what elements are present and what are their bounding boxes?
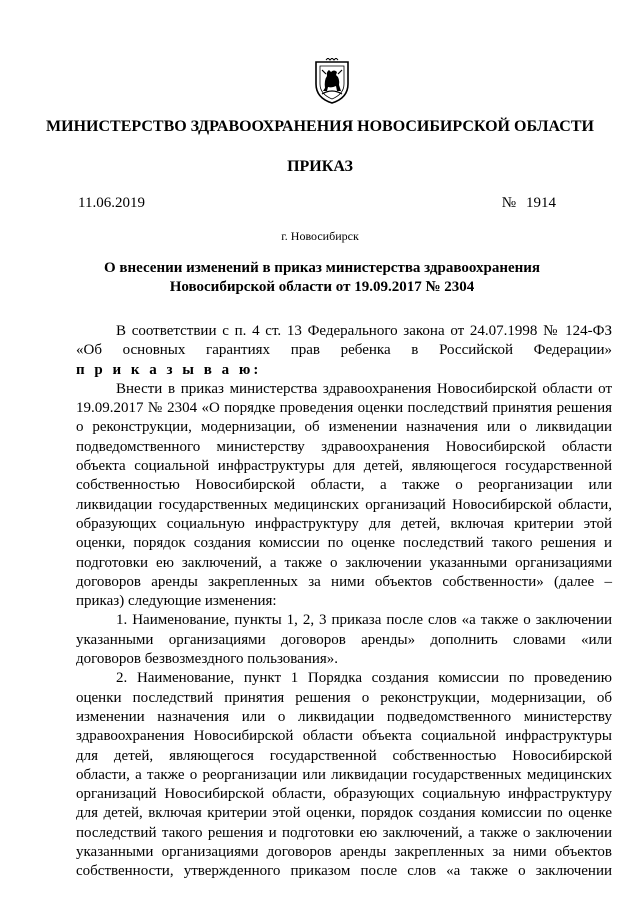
order-title	[80, 259, 564, 297]
body-line: организаций Новосибирской области, образующих социальную инфраструктуру	[76, 786, 612, 803]
body-line: о реконструкции, модернизации, об изменении назначения или о ликвидации	[76, 419, 612, 436]
body-line: оценки последствий принятия решения о реконструкции, модернизации, об	[76, 689, 612, 706]
coat-of-arms-emblem	[314, 58, 350, 104]
body-line: «Об основных гарантиях прав ребенка в Российской Федерации»	[76, 342, 612, 359]
body-line: подведомственного министерству здравоохранения Новосибирской области	[76, 438, 612, 455]
ministry-name: МИНИСТЕРСТВО ЗДРАВООХРАНЕНИЯ НОВОСИБИРСКОЙ ОБЛАСТИ	[46, 118, 594, 135]
body-line: Внести в приказ министерства здравоохранения Новосибирской области от	[116, 380, 612, 397]
body-line: приказ) следующие изменения:	[76, 593, 277, 610]
number-value: 1914	[526, 195, 556, 211]
document-type: ПРИКАЗ	[287, 158, 353, 175]
body-line: для детей, являющегося государственной собственностью Новосибирской	[76, 747, 612, 764]
body-line: 1. Наименование, пункты 1, 2, 3 приказа после слов «а также о заключении	[116, 612, 612, 629]
body-line: объекта социальной инфраструктуры для детей, являющегося государственной	[76, 458, 612, 475]
body-line: образующих социальную инфраструктуру для детей, включая критерии этой	[76, 515, 612, 532]
body-line: В соответствии с п. 4 ст. 13 Федерального закона от 24.07.1998 № 124-ФЗ	[116, 323, 612, 339]
body-line: указанными организациями договоров аренды закрепленных за ними объектов	[76, 844, 612, 861]
body-line: ликвидации государственных медицинских организаций Новосибирской области,	[76, 496, 612, 513]
order-body	[76, 322, 612, 882]
body-line: собственности, утвержденного приказом после слов «а также о заключении	[76, 863, 612, 880]
body-line: здравоохранения Новосибирской области объекта социальной инфраструктуры	[76, 728, 612, 745]
body-line: 2. Наименование, пункт 1 Порядка создания комиссии по проведению	[116, 670, 612, 687]
body-line: изменении назначения или о ликвидации подведомственного министерству	[76, 708, 612, 725]
body-line: договоров аренды закрепленных за ними объектов собственности» (далее –	[76, 573, 612, 590]
number-sign: №	[501, 195, 516, 211]
order-date: 11.06.2019	[78, 195, 145, 211]
body-line: указанными организациями договоров аренды» дополнить словами «или	[76, 631, 612, 648]
body-line: для детей, включая критерии этой оценки, порядок создания комиссии по оценке	[76, 805, 612, 822]
body-line: области, а также о реорганизации или ликвидации государственных медицинских	[76, 766, 612, 783]
body-line: собственностью Новосибирской области, а также о реорганизации или	[76, 477, 612, 494]
title-line: Новосибирской области от 19.09.2017 № 2304	[169, 279, 475, 295]
city: г. Новосибирск	[281, 229, 359, 243]
body-line: последствий такого решения и подготовки ею заключений, а также о заключении	[76, 824, 612, 841]
body-line: договоров безвозмездного пользования».	[76, 651, 339, 668]
body-line: подготовки ею заключений, а также о заключении указанными организациями	[76, 554, 612, 571]
order-number	[502, 195, 556, 212]
order-keyword: п р и к а з ы в а ю:	[76, 361, 262, 378]
body-line: 19.09.2017 № 2304 «О порядке проведения оценки последствий принятия решения	[76, 400, 612, 417]
title-line: О внесении изменений в приказ министерства здравоохранения	[103, 260, 541, 276]
body-line: оценки, порядок создания комиссии по оценке последствий такого решения и	[76, 535, 612, 552]
